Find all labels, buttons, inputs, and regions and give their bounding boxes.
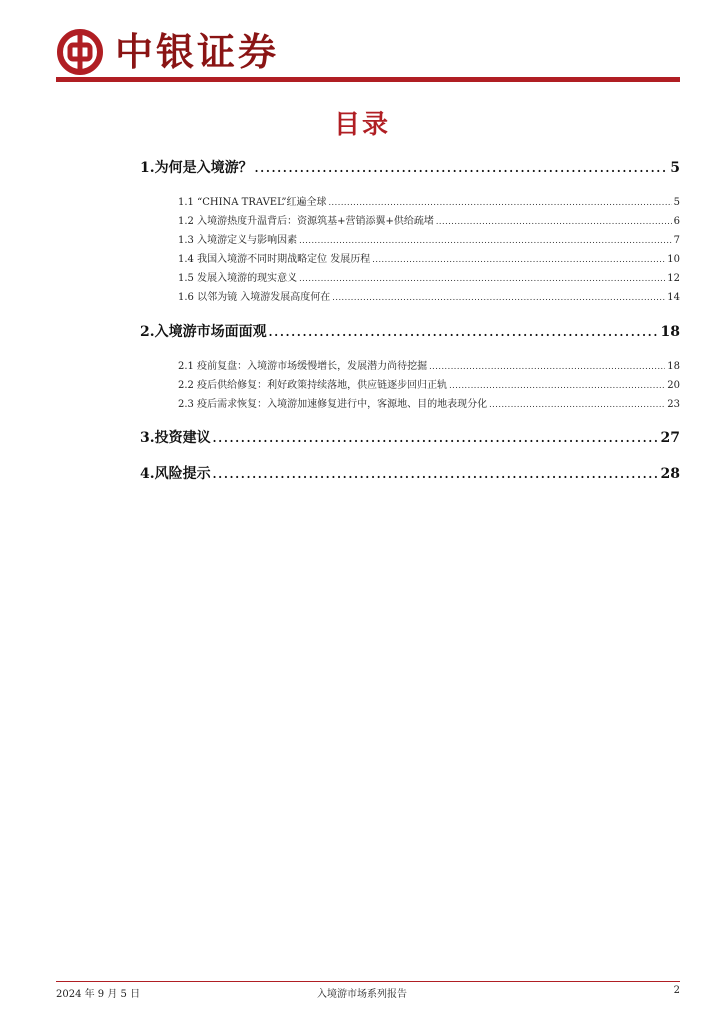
toc-item-1-3[interactable] (178, 231, 680, 245)
bank-of-china-logo-icon (56, 28, 104, 76)
toc-page-number: 23 (667, 399, 680, 410)
toc-item-label: 2.3 疫后需求恢复：入境游加速修复进行中，客源地、目的地表现分化 (178, 399, 488, 410)
toc-leader (299, 274, 665, 283)
page-header (0, 0, 724, 90)
footer-rule (56, 981, 680, 982)
toc-page-number: 7 (673, 235, 680, 246)
toc-leader (328, 198, 671, 207)
toc-page-number: 18 (660, 324, 680, 340)
toc-item-2-1[interactable] (178, 357, 680, 371)
toc-page-number: 27 (660, 430, 680, 446)
toc-page-number: 18 (667, 361, 680, 372)
toc-item-label: 1.2 入境游热度升温背后：资源筑基+营销添翼+供给疏堵 (178, 216, 434, 227)
toc-leader (213, 468, 659, 481)
toc-item-1-6[interactable] (178, 288, 680, 302)
toc-section-label: 2.入境游市场面面观 (140, 324, 267, 340)
toc-page-number: 12 (667, 273, 680, 284)
toc-page-number: 28 (660, 466, 680, 482)
toc-leader (449, 381, 665, 390)
toc-item-label: 1.4 我国入境游不同时期战略定位 发展历程 (178, 254, 371, 265)
toc-page-number: 6 (673, 216, 680, 227)
toc-page-number: 10 (667, 254, 680, 265)
toc-section-label: 4.风险提示 (140, 466, 211, 482)
toc-section-2[interactable] (140, 321, 680, 341)
toc-leader (429, 362, 665, 371)
toc-page-number: 5 (670, 160, 680, 176)
toc-item-1-2[interactable] (178, 212, 680, 226)
toc-leader (332, 293, 665, 302)
toc-item-label: 1.1 “CHINA TRAVEL”红遍全球 (178, 197, 327, 208)
toc-item-1-5[interactable] (178, 269, 680, 283)
brand-name: 中银证券 (115, 30, 280, 74)
footer-date: 2024 年 9 月 5 日 (56, 989, 141, 1000)
toc-leader (213, 432, 659, 445)
toc-section-1[interactable] (140, 157, 680, 177)
toc-item-label: 1.3 入境游定义与影响因素 (178, 235, 298, 246)
toc-item-label: 2.2 疫后供给修复：利好政策持续落地，供应链逐步回归正轨 (178, 380, 448, 391)
toc-item-2-2[interactable] (178, 376, 680, 390)
toc-leader (255, 162, 669, 175)
toc-leader (489, 400, 665, 409)
toc-section-label: 1.为何是入境游？ (140, 160, 253, 176)
footer-report-title: 入境游市场系列报告 (317, 989, 407, 1000)
toc-leader (436, 217, 672, 226)
toc-page-number: 14 (667, 292, 680, 303)
toc-section-4[interactable] (140, 463, 680, 483)
toc-section-3[interactable] (140, 427, 680, 447)
toc-item-1-4[interactable] (178, 250, 680, 264)
toc-item-label: 1.5 发展入境游的现实意义 (178, 273, 298, 284)
footer-page-number: 2 (673, 985, 680, 996)
toc-page-number: 20 (667, 380, 680, 391)
toc-leader (269, 326, 659, 339)
toc-section-label: 3.投资建议 (140, 430, 211, 446)
toc-title: 目录 (333, 110, 390, 140)
toc-leader (299, 236, 672, 245)
toc-item-label: 1.6 以邻为镜 入境游发展高度何在 (178, 292, 331, 303)
toc-item-1-1[interactable] (178, 193, 680, 207)
toc-item-2-3[interactable] (178, 395, 680, 409)
toc-item-label: 2.1 疫前复盘：入境游市场缓慢增长，发展潜力尚待挖掘 (178, 361, 428, 372)
header-rule (56, 77, 680, 82)
toc-leader (372, 255, 665, 264)
toc-page-number: 5 (673, 197, 680, 208)
